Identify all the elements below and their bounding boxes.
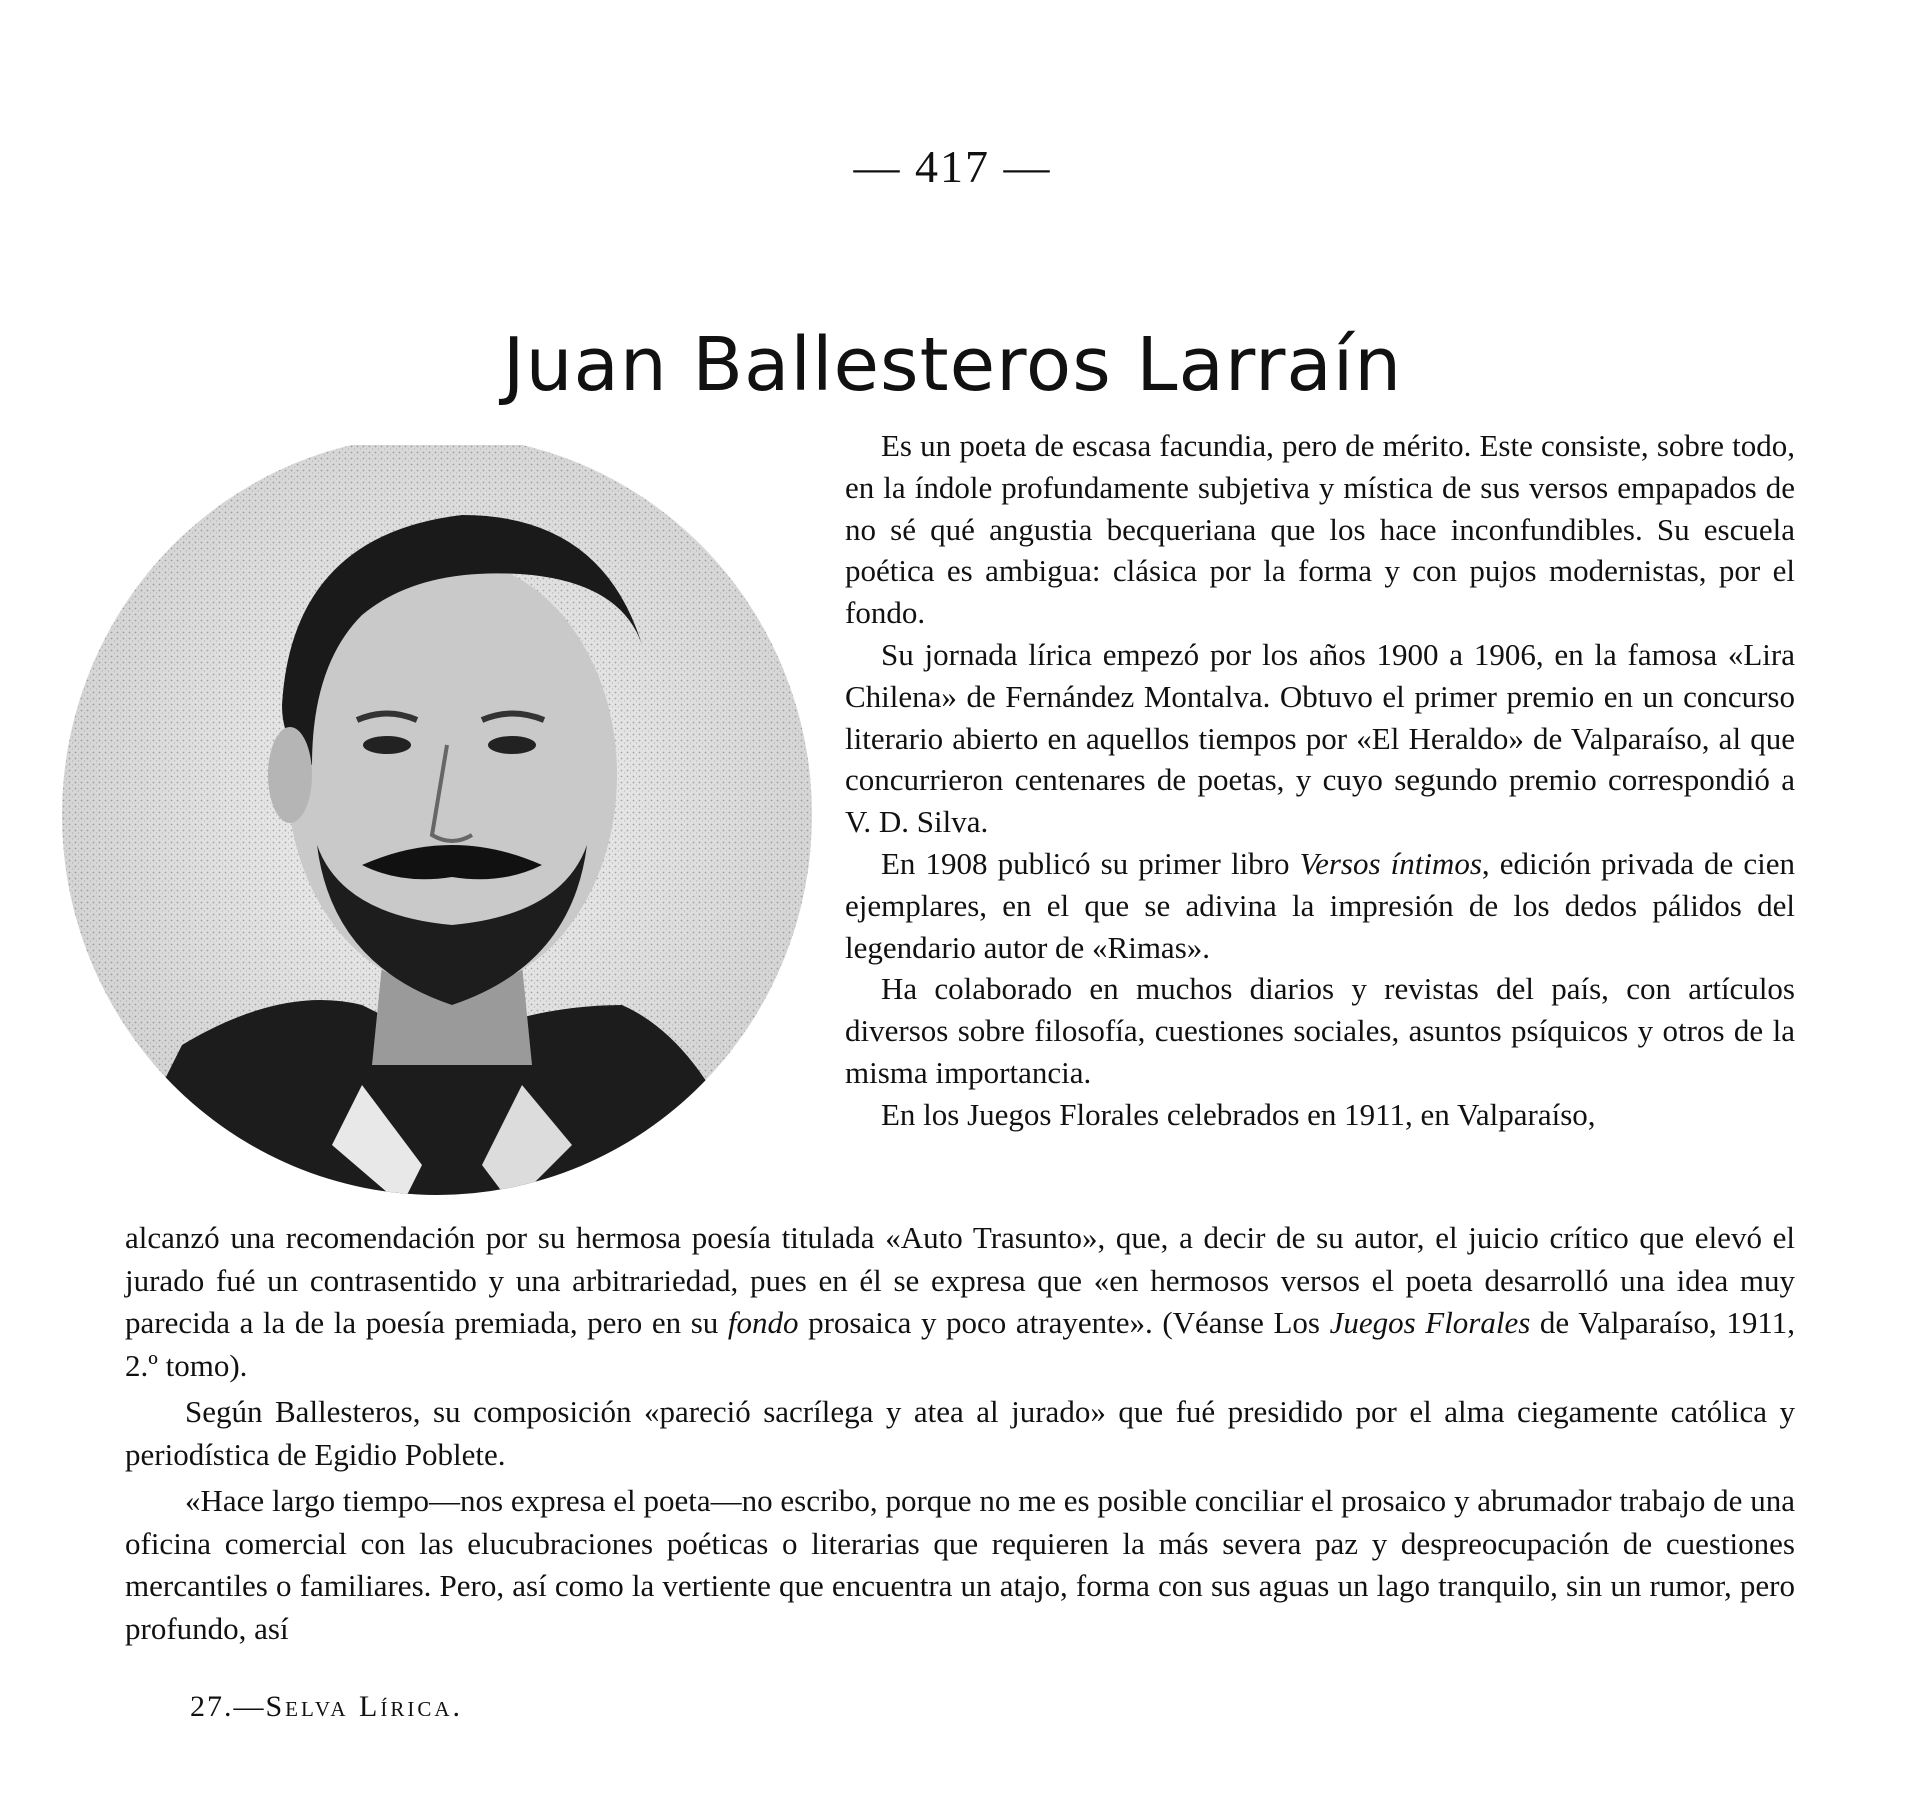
- paragraph-2: Su jornada lírica empezó por los años 1900 a 1906, en la famosa «Lira Chilena» de Fernández Montalva. Obtuvo el primer premio en un concurso literario abierto en aquellos tiempos por «El Heraldo» de Valparaíso, al que concurrieron centenares de poetas, y cuyo segundo premio correspondió a V. D. Silva.: [845, 636, 1795, 840]
- page-number: — 417 —: [853, 141, 1052, 192]
- paragraph-7: «Hace largo tiempo—nos expresa el poeta—no escribo, porque no me es posible conciliar el prosaico y abrumador trabajo de una oficina comercial con las elucubraciones poéticas o literarias que requieren la más severa paz y despreocupación de cuestiones mercantiles o familiares. Pero, así como la vertiente que encuentra un atajo, forma con sus aguas un lago tranquilo, sin un rumor, pero profundo, así: [125, 1483, 1795, 1646]
- right-column-text: [845, 425, 1795, 1136]
- footer-signature: 27.—Selva Lírica.: [190, 1690, 464, 1723]
- paragraph-4: Ha colaborado en muchos diarios y revistas del país, con artículos diversos sobre filosofía, cuestiones sociales, asuntos psíquicos y otros de la misma importancia.: [845, 971, 1795, 1090]
- paragraph-5-start: En los Juegos Florales celebrados en 1911, en Valparaíso,: [881, 1096, 1596, 1132]
- paragraph-3: En 1908 publicó su primer libro Versos íntimos, edición privada de cien ejemplares, en el que se adivina la impresión de los dedos pálidos del legendario autor de «Rimas».: [845, 845, 1795, 965]
- full-width-text: [125, 1217, 1795, 1650]
- paragraph-1: Es un poeta de escasa facundia, pero de mérito. Este consiste, sobre todo, en la índole profundamente subjetiva y mística de sus versos empapados de no sé qué angustia becqueriana que los hace inconfundibles. Su escuela poética es ambigua: clásica por la forma y con pujos modernistas, por el fondo.: [845, 428, 1795, 631]
- paragraph-6: Según Ballesteros, su composición «pareció sacrílega y atea al jurado» que fué presidido por el alma ciegamente católica y periodística de Egidio Poblete.: [125, 1394, 1795, 1472]
- portrait-photo: [62, 445, 822, 1225]
- paragraph-5-continued: alcanzó una recomendación por su hermosa poesía titulada «Auto Trasunto», que, a decir de su autor, el juicio crítico que elevó el jurado fué un contrasentido y una arbitrariedad, pues en él se expresa que «en hermosos versos el poeta desarrolló una idea muy parecida a la de la poesía premiada, pero en su fondo prosaica y poco atrayente». (Véanse Los Juegos Florales de Valparaíso, 1911, 2.º tomo).: [125, 1220, 1795, 1383]
- page-title: Juan Ballesteros Larraín: [502, 321, 1403, 408]
